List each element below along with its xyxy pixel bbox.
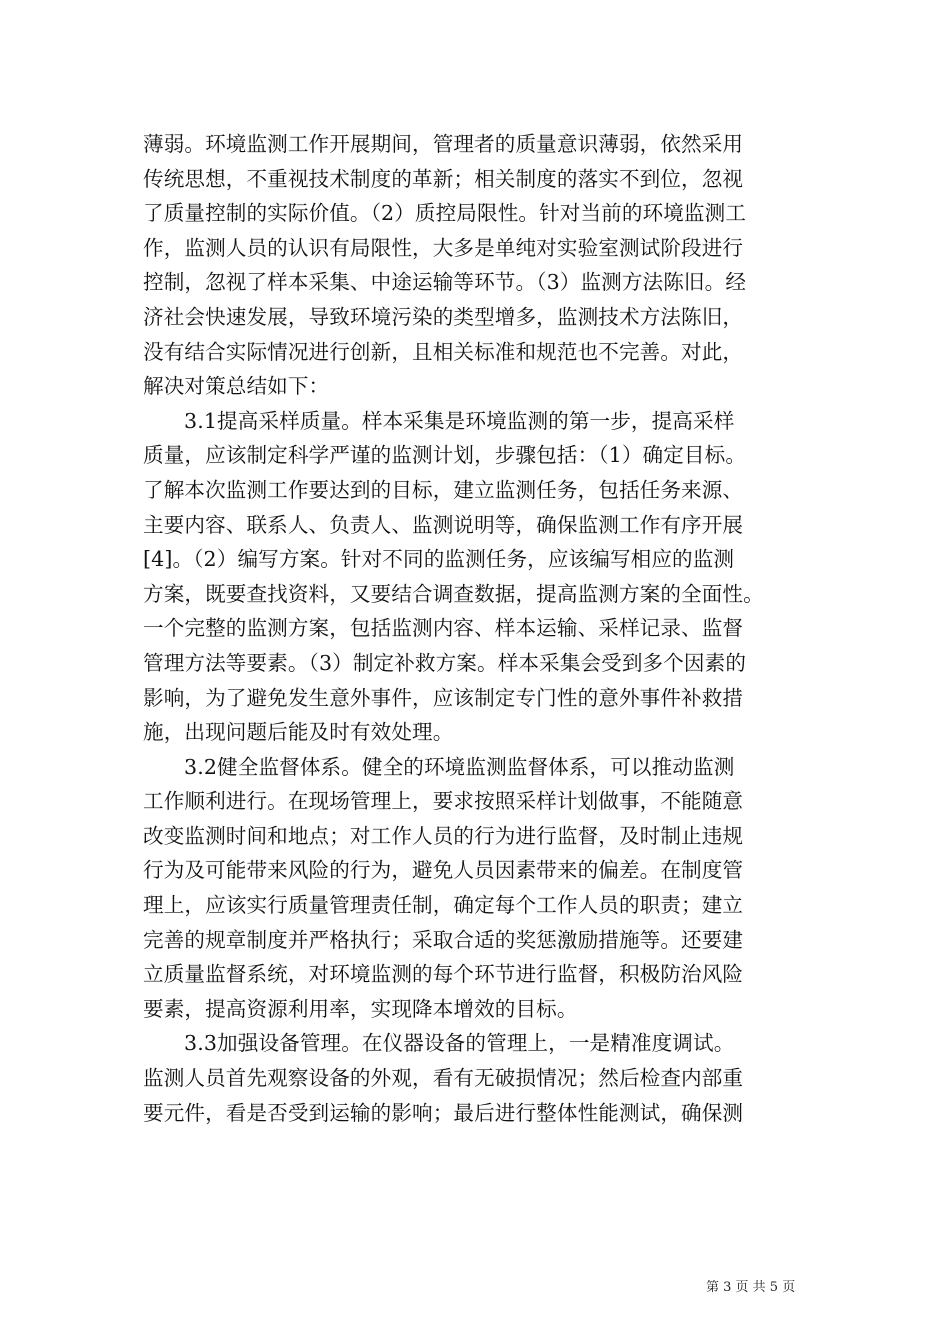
text-line: 一个完整的监测方案，包括监测内容、样本运输、采样记录、监督 <box>143 616 744 641</box>
paragraph-quality-issues <box>143 127 813 404</box>
text-line: 完善的规章制度并严格执行；采取合适的奖惩激励措施等。还要建 <box>143 927 744 952</box>
text-line: 薄弱。环境监测工作开展期间，管理者的质量意识薄弱，依然采用 <box>143 132 744 156</box>
paragraph-equipment-management <box>143 1026 813 1130</box>
text-line: 工作顺利进行。在现场管理上，要求按照采样计划做事，不能随意 <box>143 789 744 814</box>
text-line: 监测人员首先观察设备的外观，看有无破损情况；然后检查内部重 <box>143 1066 744 1091</box>
text-line: 了解本次监测工作要达到的目标，建立监测任务，包括任务来源、 <box>143 477 744 502</box>
text-line: 主要内容、联系人、负责人、监测说明等，确保监测工作有序开展 <box>143 512 744 537</box>
text-line: 质量，应该制定科学严谨的监测计划，步骤包括：（1）确定目标。 <box>143 443 747 468</box>
text-line: 没有结合实际情况进行创新，且相关标准和规范也不完善。对此， <box>143 339 744 364</box>
text-line: 传统思想，不重视技术制度的革新；相关制度的落实不到位，忽视 <box>143 166 744 191</box>
text-line: 了质量控制的实际价值。（2）质控局限性。针对当前的环境监测工 <box>143 201 747 226</box>
page-number-footer: 第 3 页 共 5 页 <box>706 1280 796 1295</box>
text-line: 控制，忽视了样本采集、中途运输等环节。（3）监测方法陈旧。经 <box>143 270 747 295</box>
text-line: 方案，既要查找资料，又要结合调查数据，提高监测方案的全面性。 <box>143 581 764 606</box>
text-line: 影响，为了避免发生意外事件，应该制定专门性的意外事件补救措 <box>143 685 744 710</box>
text-line: 3.1提高采样质量。样本采集是环境监测的第一步，提高采样 <box>184 408 735 433</box>
paragraph-supervision-system <box>143 750 813 1027</box>
text-line: 立质量监督系统，对环境监测的每个环节进行监督，积极防治风险 <box>143 962 744 987</box>
text-line: 作，监测人员的认识有局限性，大多是单纯对实验室测试阶段进行 <box>143 235 744 260</box>
text-line: 施，出现问题后能及时有效处理。 <box>143 720 454 745</box>
text-line: 要素，提高资源利用率，实现降本增效的目标。 <box>143 996 578 1021</box>
paragraph-sampling-quality <box>143 404 813 750</box>
text-line: 3.2健全监督体系。健全的环境监测监督体系，可以推动监测 <box>184 754 735 779</box>
text-line: [4]。（2）编写方案。针对不同的监测任务，应该编写相应的监测 <box>143 547 735 572</box>
document-body <box>143 127 813 1130</box>
text-line: 济社会快速发展，导致环境污染的类型增多，监测技术方法陈旧， <box>143 304 744 329</box>
text-line: 解决对策总结如下： <box>143 374 330 399</box>
text-line: 管理方法等要素。（3）制定补救方案。样本采集会受到多个因素的 <box>143 650 747 675</box>
text-line: 理上，应该实行质量管理责任制，确定每个工作人员的职责；建立 <box>143 893 744 918</box>
text-line: 要元件，看是否受到运输的影响；最后进行整体性能测试，确保测 <box>143 1100 744 1125</box>
text-line: 改变监测时间和地点；对工作人员的行为进行监督，及时制止违规 <box>143 823 744 848</box>
text-line: 行为及可能带来风险的行为，避免人员因素带来的偏差。在制度管 <box>143 858 744 883</box>
text-line: 3.3加强设备管理。在仪器设备的管理上，一是精准度调试。 <box>184 1031 735 1056</box>
